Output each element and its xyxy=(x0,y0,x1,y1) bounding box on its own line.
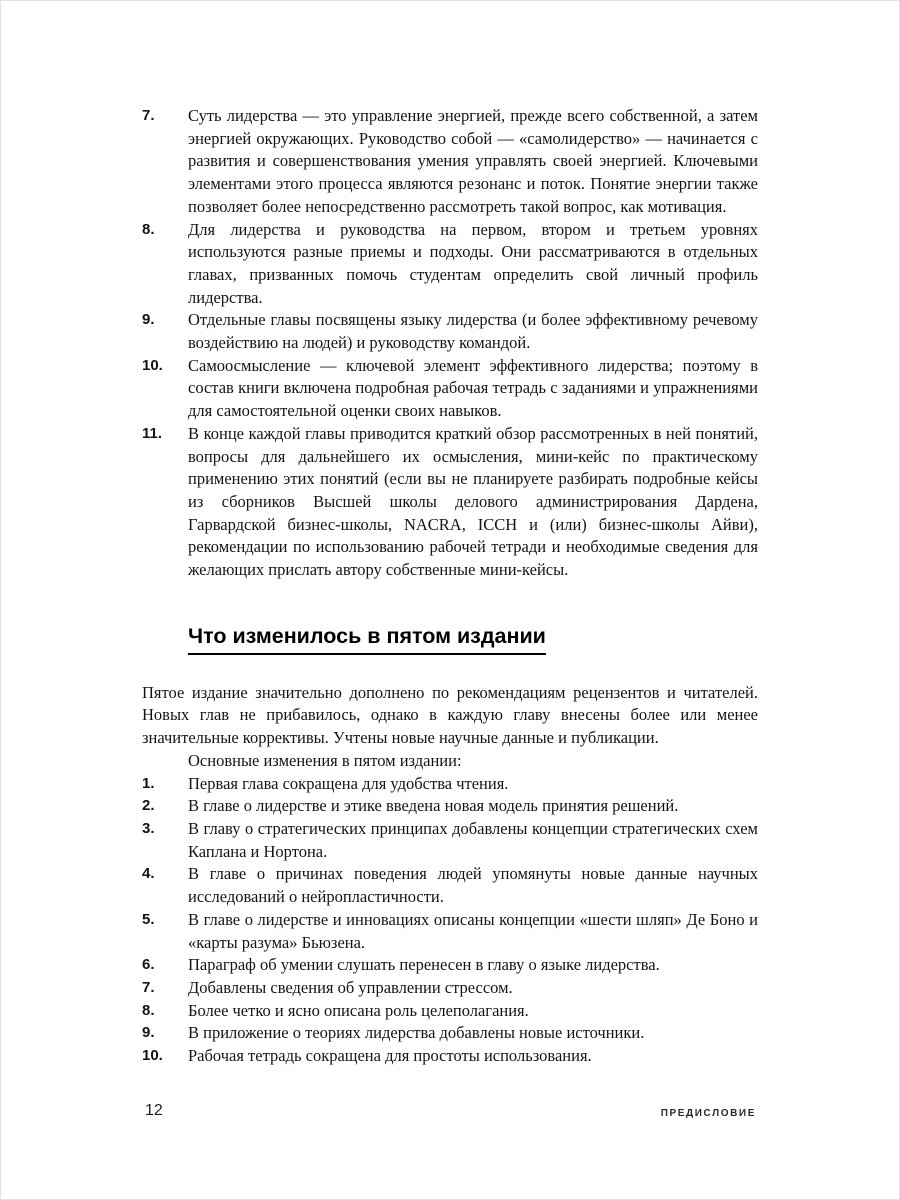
list-item-text: Самоосмысление — ключевой элемент эффективного лидерства; поэтому в состав книги включена подробная рабочая тетрадь с заданиями и упражнениями для самостоятельной оценки своих навыков. xyxy=(188,355,758,421)
list-item-text: В главе о лидерстве и этике введена новая модель принятия решений. xyxy=(188,796,679,816)
list-item xyxy=(142,1022,758,1045)
list-item xyxy=(142,795,758,818)
list-item xyxy=(142,818,758,863)
list-item-number: 7. xyxy=(142,107,155,124)
list-item-number: 9. xyxy=(142,311,155,329)
list-item xyxy=(142,309,758,354)
running-head: ПРЕДИСЛОВИЕ xyxy=(660,1108,756,1119)
list-item xyxy=(142,219,758,310)
list-item-text: В главе о лидерстве и инновациях описаны концепции «шести шляп» Де Боно и «карты разума» Бьюзена. xyxy=(188,909,758,952)
section-intro-paragraph: Пятое издание значительно дополнено по рекомендациям рецензентов и читателей. Новых глав не прибавилось, однако в каждую главу внесены более или менее значительные коррективы. Учтены новые научные данные и публикации. xyxy=(142,682,758,748)
list-item xyxy=(142,1045,758,1068)
changes-numbered-list xyxy=(142,773,758,1068)
list-item-number: 9. xyxy=(142,1024,155,1042)
list-item-number: 1. xyxy=(142,774,155,792)
list-item xyxy=(142,977,758,1000)
preface-numbered-list xyxy=(142,105,758,582)
list-item-number: 10. xyxy=(142,356,163,374)
list-item xyxy=(142,773,758,796)
list-item-text: Добавлены сведения об управлении стрессом. xyxy=(188,977,513,997)
list-item-text: Параграф об умении слушать перенесен в главу о языке лидерства. xyxy=(188,955,660,975)
list-item-text: Рабочая тетрадь сокращена для простоты использования. xyxy=(188,1046,592,1066)
list-item xyxy=(142,1000,758,1023)
list-item-number: 4. xyxy=(142,865,155,883)
list-item-text: В главе о причинах поведения людей упомянуты новые данные научных исследований о нейропластичности. xyxy=(188,864,758,907)
list-item xyxy=(142,355,758,423)
section-heading: Что изменилось в пятом издании xyxy=(188,624,546,655)
list-item-text: В конце каждой главы приводится краткий обзор рассмотренных в ней понятий, вопросы для дальнейшего их осмысления, мини-кейс по практическому применению этих понятий (если вы не планируете разбирать подробные кейсы из сборников Высшей школы делового администрирования Дардена, Гарвардской бизнес-школы, NACRA, ICCH и (или) бизнес-школы Айви), рекомендации по использованию рабочей тетради и необходимые сведения для желающих прислать автору собственные мини-кейсы. xyxy=(188,423,758,580)
list-item xyxy=(142,105,758,219)
list-item xyxy=(142,909,758,954)
list-item-number: 6. xyxy=(142,956,155,974)
list-item xyxy=(142,423,758,582)
page-number: 12 xyxy=(145,1102,163,1119)
list-item-text: Более четко и ясно описана роль целеполагания. xyxy=(188,1000,529,1020)
list-item-number: 11. xyxy=(142,424,163,442)
list-item-text: Для лидерства и руководства на первом, втором и третьем уровнях используются разные приемы и подходы. Они рассматриваются в отдельных главах, призванных помочь студентам определить свой личный профиль лидерства. xyxy=(188,219,758,307)
list-item-text: В приложение о теориях лидерства добавлены новые источники. xyxy=(188,1023,645,1043)
list-item-number: 5. xyxy=(142,910,155,928)
section-heading-wrap xyxy=(188,624,758,655)
list-item-text: Первая глава сокращена для удобства чтения. xyxy=(188,773,509,793)
list-item-number: 3. xyxy=(142,819,155,837)
list-item xyxy=(142,863,758,908)
page-content xyxy=(142,105,758,1068)
changes-list-intro: Основные изменения в пятом издании: xyxy=(188,750,462,770)
list-item-number: 7. xyxy=(142,978,155,996)
list-item-number: 10. xyxy=(142,1047,163,1065)
list-item xyxy=(142,954,758,977)
list-item-text: Суть лидерства — это управление энергией, прежде всего собственной, а затем энергией окружающих. Руководство собой — «самолидерство» — начинается с развития и совершенствования умения управлять своей энергией. Ключевыми элементами этого процесса являются резонанс и поток. Понятие энергии также позволяет более непосредственно рассмотреть такой вопрос, как мотивация. xyxy=(188,106,758,216)
list-item-number: 2. xyxy=(142,797,155,815)
list-item-number: 8. xyxy=(142,220,155,238)
list-item-text: Отдельные главы посвящены языку лидерства (и более эффективному речевому воздействию на людей) и руководству командой. xyxy=(188,310,758,353)
list-item-text: В главу о стратегических принципах добавлены концепции стратегических схем Каплана и Нортона. xyxy=(188,818,758,861)
list-item-number: 8. xyxy=(142,1001,155,1019)
